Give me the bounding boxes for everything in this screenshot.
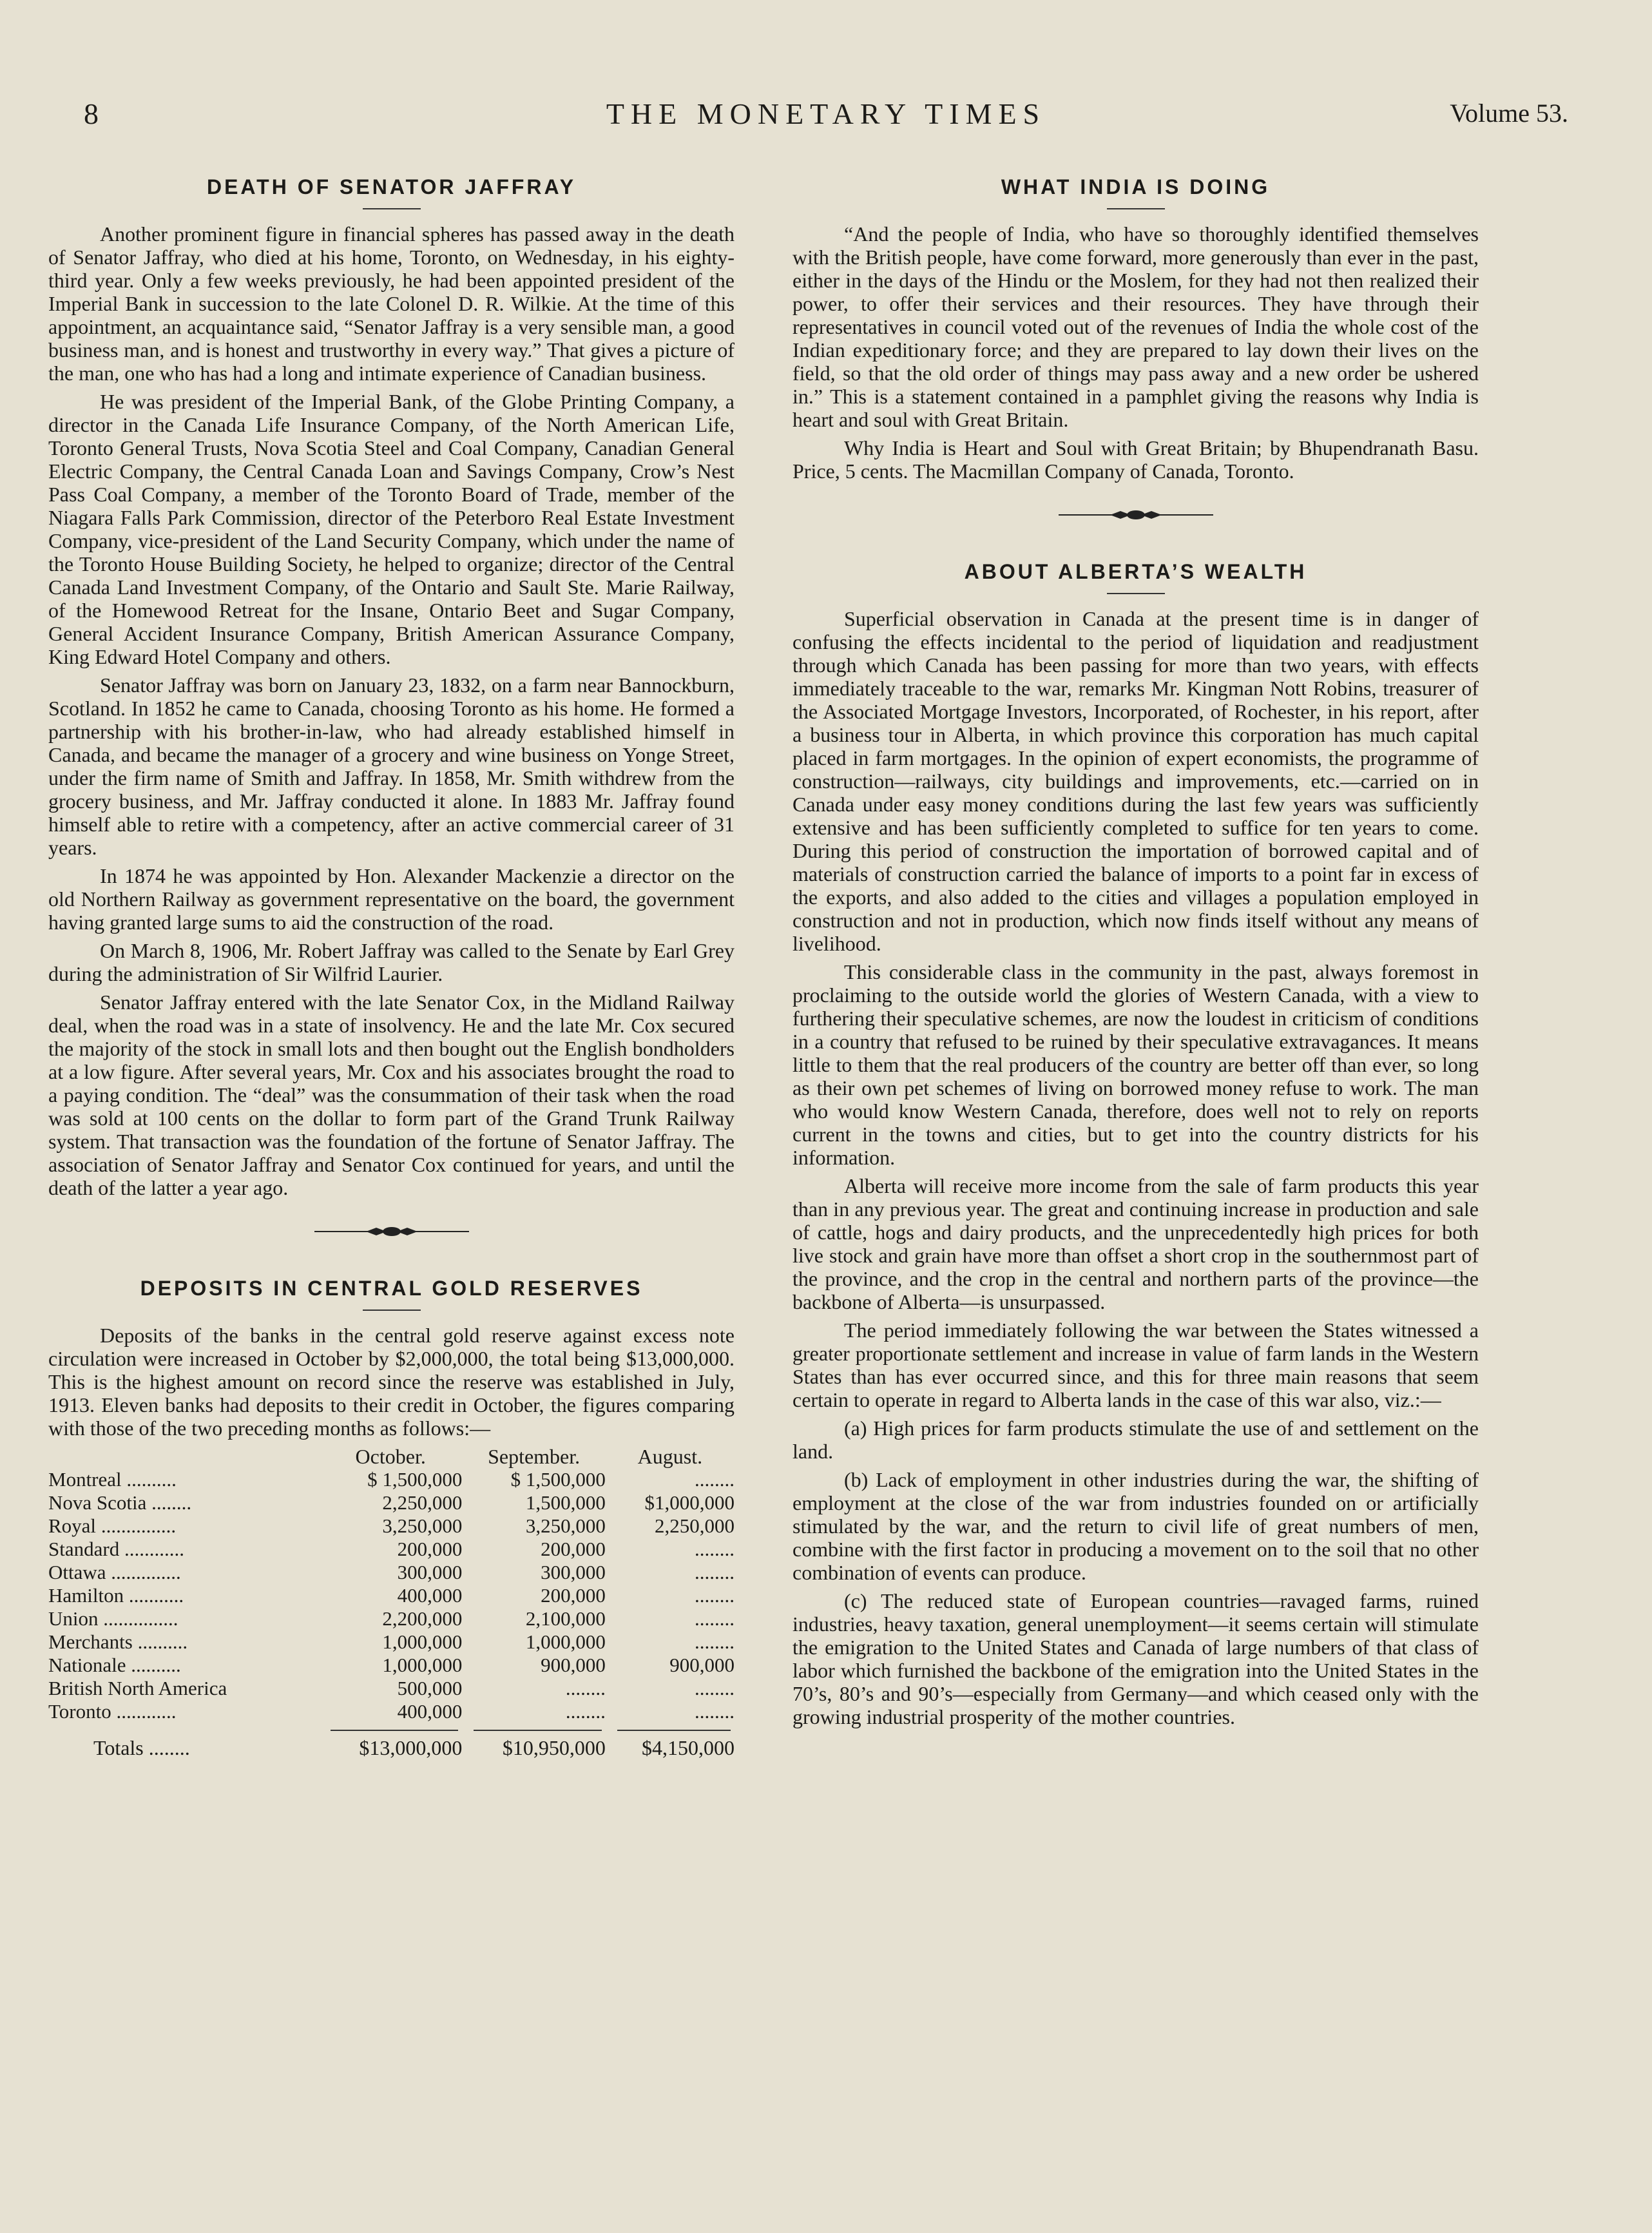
bank-name: Nationale (48, 1654, 126, 1676)
paragraph: (c) The reduced state of European countries—ravaged farms, ruined industries, heavy taxation, general unemployment—it seems certain will stimulate the emigration to the United States and Canada of large numbers of that class of labor which furnished the backbone of the emigration into the United States in the 70’s, 80’s and 90’s—especially from Germany—and which ceased only with the growing industrial prosperity of the mother countries. (792, 1589, 1479, 1728)
cell-september: 200,000 (541, 1538, 606, 1560)
article-jaffray (48, 175, 735, 1199)
table-row (48, 1607, 735, 1630)
paragraph: “And the people of India, who have so thoroughly identified themselves with the British people, have come forward, more generously than ever in the past, either in the days of the Hindu or the Moslem, for they had not then realized their power, to offer their services and their resources. They have through their representatives in council voted out of the revenues of India the whole cost of the Indian expeditionary force; and they are prepared to lay down their lives on the field, so that the old order of things may pass away and a new order be ushered in.” This is a statement contained in a pamphlet giving the reasons why India is heart and soul with Great Britain. (792, 222, 1479, 431)
table-row (48, 1514, 735, 1538)
article-title: ABOUT ALBERTA’S WEALTH (964, 560, 1307, 583)
bank-name: British North America (48, 1677, 227, 1699)
cell-october: 1,000,000 (382, 1654, 463, 1676)
cell-october: 1,000,000 (382, 1630, 463, 1653)
page-number: 8 (84, 97, 99, 130)
paragraph: Senator Jaffray entered with the late Senator Cox, in the Midland Railway deal, when the road was in a state of insolvency. He and the late Mr. Cox secured the majority of the stock in small lots and then bought out the English bondholders at a low figure. After several years, Mr. Cox and his associates brought the road to a paying condition. The “deal” was the consummation of their task when the road was sold at 100 cents on the dollar to form part of the Grand Trunk Railway system. That transaction was the foundation of the fortune of Senator Jaffray. The association of Senator Jaffray and Senator Cox continued for years, and until the death of the latter a year ago. (48, 991, 735, 1199)
table-row (48, 1468, 735, 1491)
dot-leader: ........ (146, 1491, 192, 1514)
paragraph: (a) High prices for farm products stimulate the use of and settlement on the land. (792, 1416, 1479, 1463)
article-title: WHAT INDIA IS DOING (1001, 175, 1271, 198)
ornament-divider-icon (1059, 508, 1213, 521)
cell-august: $1,000,000 (644, 1491, 735, 1514)
total-rule (474, 1730, 601, 1731)
cell-august: ........ (695, 1584, 735, 1607)
bank-name: Toronto (48, 1700, 111, 1723)
total-august: $4,150,000 (642, 1736, 735, 1759)
cell-august: ........ (695, 1561, 735, 1583)
cell-october: 2,200,000 (382, 1607, 463, 1630)
dot-leader: ............ (119, 1538, 184, 1560)
paragraph: On March 8, 1906, Mr. Robert Jaffray was called to the Senate by Earl Grey during the administration of Sir Wilfrid Laurier. (48, 939, 735, 985)
column-header: August. (637, 1445, 703, 1468)
cell-august: ........ (695, 1630, 735, 1653)
article-alberta (792, 560, 1479, 1728)
cell-august: ........ (695, 1700, 735, 1723)
dot-leader: .............. (106, 1561, 181, 1583)
article-title: DEPOSITS IN CENTRAL GOLD RESERVES (140, 1277, 643, 1300)
table-row (48, 1561, 735, 1584)
total-rule (617, 1730, 731, 1731)
paragraph: Superficial observation in Canada at the present time is in danger of confusing the effects incidental to the period of liquidation and readjustment through which Canada has been passing for more than two years, with effects immediately traceable to the war, remarks Mr. Kingman Nott Robins, treasurer of the Associated Mortgage Investors, Incorporated, of Rochester, in his report, after a business tour in Alberta, in which province this corporation has much capital placed in farm mortgages. In the opinion of expert economists, the programme of construction—railways, city buildings and improvements, etc.—carried on in Canada under easy money conditions during the last few years was sufficiently extensive and has been sufficiently completed to suffice for ten years to come. During this period of construction the importation of borrowed capital and of materials of construction carried the balance of imports to a point far in excess of the exports, and also added to the cities and villages a population employed in construction and not in production, which now finds itself without any means of livelihood. (792, 607, 1479, 955)
bank-name: Standard (48, 1538, 120, 1560)
paragraph: (b) Lack of employment in other industries during the war, the shifting of employment at the close of the war from industries founded on or artificially stimulated by the war, and the return to civil life of great numbers of men, combine with the first factor in producing a movement on to the soil that no other combination of events can produce. (792, 1468, 1479, 1584)
dot-leader: .......... (121, 1468, 177, 1491)
dot-leader: ............ (111, 1700, 177, 1723)
table-row (48, 1491, 735, 1514)
deposits-table (48, 1445, 735, 1759)
cell-october: 400,000 (397, 1700, 463, 1723)
paragraph: Deposits of the banks in the central gold reserve against excess note circulation were increased in October by $2,000,000, the total being $13,000,000. This is the highest amount on record since the reserve was established in July, 1913. Eleven banks had deposits to their credit in October, the figures comparing with those of the two preceding months as follows:— (48, 1324, 735, 1440)
bank-name: Hamilton (48, 1584, 124, 1607)
cell-august: ........ (695, 1538, 735, 1560)
volume-label: Volume 53. (1450, 99, 1568, 128)
total-rule (331, 1730, 458, 1731)
page-header (84, 97, 1568, 142)
cell-october: 500,000 (397, 1677, 463, 1699)
totals-row (48, 1732, 735, 1759)
title-rule (363, 208, 421, 209)
table-row (48, 1630, 735, 1654)
cell-september: 900,000 (541, 1654, 606, 1676)
cell-september: 1,500,000 (525, 1491, 606, 1514)
bank-name: Merchants (48, 1630, 133, 1653)
cell-october: 3,250,000 (382, 1514, 463, 1537)
right-column (792, 175, 1479, 1734)
article-deposits (48, 1277, 735, 1759)
cell-october: $ 1,500,000 (367, 1468, 463, 1491)
table-row (48, 1677, 735, 1700)
paragraph: Why India is Heart and Soul with Great Britain; by Bhupendranath Basu. Price, 5 cents. The Macmillan Company of Canada, Toronto. (792, 436, 1479, 483)
bank-name: Union (48, 1607, 99, 1630)
article-india (792, 175, 1479, 483)
table-row (48, 1700, 735, 1723)
title-rule (363, 1310, 421, 1311)
paragraph: The period immediately following the war between the States witnessed a greater proportionate settlement and increase in value of farm lands in the Western States than has ever occurred since, and this for three main reasons that seem certain to operate in regard to Alberta lands in the case of this war also, viz.:— (792, 1319, 1479, 1411)
paragraph: Senator Jaffray was born on January 23, 1832, on a farm near Bannockburn, Scotland. In 1852 he came to Canada, choosing Toronto as his home. He formed a partnership with his brother-in-law, who had already established himself in Canada, and became the manager of a grocery and wine business on Yonge Street, under the firm name of Smith and Jaffray. In 1858, Mr. Smith withdrew from the grocery business, and Mr. Jaffray conducted it alone. In 1883 Mr. Jaffray found himself able to retire with a competency, after an active commercial career of 31 years. (48, 673, 735, 859)
table-row (48, 1654, 735, 1677)
table-header-row (48, 1445, 735, 1468)
cell-august: 900,000 (669, 1654, 735, 1676)
cell-september: 300,000 (541, 1561, 606, 1583)
table-row (48, 1584, 735, 1607)
cell-september: 1,000,000 (525, 1630, 606, 1653)
bank-name: Royal (48, 1514, 97, 1537)
cell-september: 200,000 (541, 1584, 606, 1607)
article-title: DEATH OF SENATOR JAFFRAY (206, 175, 577, 198)
dot-leader: .......... (132, 1630, 188, 1653)
column-header: September. (488, 1445, 581, 1468)
cell-september: 2,100,000 (525, 1607, 606, 1630)
column-header: October. (355, 1445, 426, 1468)
cell-september: 3,250,000 (525, 1514, 606, 1537)
table-row (48, 1538, 735, 1561)
total-september: $10,950,000 (502, 1736, 606, 1759)
totals-label: Totals (93, 1736, 144, 1759)
bank-name: Ottawa (48, 1561, 106, 1583)
dot-leader: ........... (124, 1584, 184, 1607)
publication-title: THE MONETARY TIMES (606, 97, 1046, 130)
totals-rule-row (48, 1723, 735, 1732)
paragraph: He was president of the Imperial Bank, of the Globe Printing Company, a director in the Canada Life Insurance Company, of the North American Life, Toronto General Trusts, Nova Scotia Steel and Coal Company, Canadian General Electric Company, the Central Canada Loan and Savings Company, Crow’s Nest Pass Coal Company, a member of the Toronto Board of Trade, member of the Niagara Falls Park Commission, director of the Peterboro Real Estate Investment Company, vice-president of the Land Security Company, which under the name of the Toronto House Building Society, he helped to organize; director of the Central Canada Land Investment Company, of the Ontario and Sault Ste. Marie Railway, of the Homewood Retreat for the Insane, Ontario Beet and Sugar Company, General Accident Insurance Company, British American Assurance Company, King Edward Hotel Company and others. (48, 390, 735, 668)
cell-october: 200,000 (397, 1538, 463, 1560)
dot-leader: ............... (98, 1607, 178, 1630)
cell-august: 2,250,000 (655, 1514, 735, 1537)
title-rule (1107, 593, 1165, 594)
bank-name: Nova Scotia (48, 1491, 147, 1514)
ornament-divider-icon (314, 1225, 469, 1238)
total-october: $13,000,000 (359, 1736, 463, 1759)
bank-name: Montreal (48, 1468, 122, 1491)
cell-september: $ 1,500,000 (510, 1468, 606, 1491)
dot-leader: ............... (96, 1514, 177, 1537)
cell-august: ........ (695, 1677, 735, 1699)
cell-august: ........ (695, 1468, 735, 1491)
paragraph: In 1874 he was appointed by Hon. Alexander Mackenzie a director on the old Northern Railway as government representative on the board, the government having granted large sums to aid the construction of the road. (48, 864, 735, 934)
dot-leader: ........ (143, 1736, 190, 1759)
cell-august: ........ (695, 1607, 735, 1630)
paragraph: Alberta will receive more income from the sale of farm products this year than in any previous year. The great and continuing increase in production and sale of cattle, hogs and dairy products, and the unprecedentedly high prices for both live stock and grain have more than offset a short crop in the southernmost part of the province, and the crop in the central and northern parts of the province—the backbone of Alberta—is unsurpassed. (792, 1174, 1479, 1313)
cell-september: ........ (565, 1677, 606, 1699)
title-rule (1107, 208, 1165, 209)
paragraph: This considerable class in the community in the past, always foremost in proclaiming to the outside world the glories of Western Canada, with a view to furthering their speculative schemes, are now the loudest in criticism of conditions in a country that refused to be ruined by their speculative extravagances. It means little to them that the real producers of the country are better off than ever, so long as their own pet schemes of living on borrowed money refuse to work. The man who would know Western Canada, therefore, does well not to rely on reports current in the towns and cities, but to get into the country districts for his information. (792, 960, 1479, 1169)
dot-leader: .......... (126, 1654, 181, 1676)
cell-september: ........ (565, 1700, 606, 1723)
cell-october: 400,000 (397, 1584, 463, 1607)
cell-october: 300,000 (397, 1561, 463, 1583)
paragraph: Another prominent figure in financial spheres has passed away in the death of Senator Jaffray, who died at his home, Toronto, on Wednesday, in his eighty-third year. Only a few weeks previously, he had been appointed president of the Imperial Bank in succession to the late Colonel D. R. Wilkie. At the time of this appointment, an acquaintance said, “Senator Jaffray is a very sensible man, a good business man, and is honest and trustworthy in every way.” That gives a picture of the man, one who has had a long and intimate experience of Canadian business. (48, 222, 735, 385)
cell-october: 2,250,000 (382, 1491, 463, 1514)
left-column (48, 175, 735, 1759)
